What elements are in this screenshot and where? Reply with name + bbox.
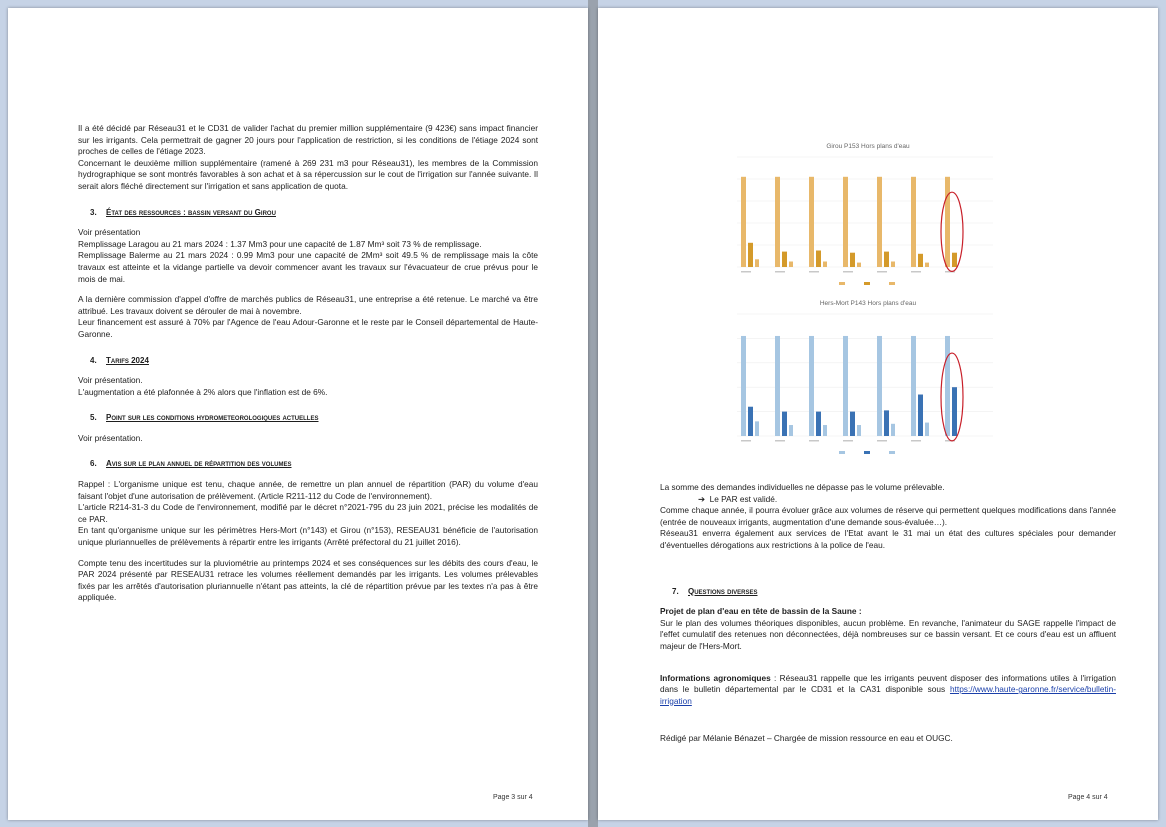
section-5-heading bbox=[78, 412, 538, 424]
section-number: 5. bbox=[90, 413, 97, 423]
section-title: Questions diverses bbox=[688, 586, 758, 596]
chart-legend bbox=[723, 450, 1013, 456]
paragraph: Remplissage Laragou au 21 mars 2024 : 1.37 Mm3 pour une capacité de 1.87 Mm³ soit 73 % de remplissage. bbox=[78, 238, 482, 249]
bar-volume-demande bbox=[748, 407, 753, 436]
bar-volume-other bbox=[755, 259, 759, 267]
bar-volume-prelevable bbox=[843, 177, 848, 267]
intro-paragraph-1: Il a été décidé par Réseau31 et le CD31 de valider l'achat du premier million supplémentaire (9 423€) sans impact financier sur les irrigants. Cela permettrait de gagner 20 jours pour l'application de restriction, si les conditions de l'étiage 2024 sont proches de celles de l'étiage 2023. bbox=[78, 123, 538, 157]
page-3-content bbox=[78, 123, 538, 613]
tick-label-placeholder bbox=[911, 271, 921, 273]
bar-volume-demande bbox=[850, 412, 855, 436]
section-number: 6. bbox=[90, 459, 97, 469]
section-number: 3. bbox=[90, 207, 97, 217]
bar-volume-other bbox=[823, 425, 827, 436]
tick-label-placeholder bbox=[843, 271, 853, 273]
bar-volume-demande bbox=[884, 410, 889, 436]
arrow-icon: ➔ bbox=[698, 493, 705, 504]
legend-item bbox=[864, 450, 872, 456]
bar-volume-demande bbox=[850, 253, 855, 267]
bar-volume-other bbox=[891, 424, 895, 436]
bar-volume-prelevable bbox=[775, 336, 780, 436]
girou-chart bbox=[723, 143, 1013, 293]
legend-item bbox=[889, 450, 897, 456]
section-number: 4. bbox=[90, 355, 97, 365]
section-number: 7. bbox=[672, 586, 679, 596]
section-title: Tarifs 2024 bbox=[106, 355, 149, 365]
page-footer: Page 4 sur 4 bbox=[1068, 794, 1108, 801]
bar-volume-demande bbox=[952, 253, 957, 267]
tick-label-placeholder bbox=[775, 440, 785, 442]
paragraph: A la dernière commission d'appel d'offre de marchés publics de Réseau31, une entreprise a été retenue. Le marché va être attribué. Les travaux doivent se dérouler de mai à novembre. bbox=[78, 294, 538, 316]
agro-text: : Réseau31 rappelle que les irrigants peuvent disposer des informations utiles à l'irrigation dans le bulletin départemental par le CD31 et la CA31 disponible sous bbox=[660, 672, 1116, 695]
tick-label-placeholder bbox=[877, 440, 887, 442]
bar-volume-prelevable bbox=[741, 336, 746, 436]
bar-volume-prelevable bbox=[911, 336, 916, 436]
bar-volume-demande bbox=[952, 387, 957, 436]
paragraph: Compte tenu des incertitudes sur la pluviométrie au printemps 2024 et ses conséquences sur les débits des cours d'eau, le PAR 2024 présenté par RESEAU31 retrace les volumes réellement demandés par les irrigants. Les volumes prélevables fixés par les arrêtés d'autorisation pluriannuelle n'étant pas atteints, la clé de répartition prévue par les textes n'a pas à être appliquée. bbox=[78, 557, 538, 603]
page-footer: Page 3 sur 4 bbox=[493, 794, 533, 801]
bar-volume-prelevable bbox=[775, 177, 780, 267]
legend-item bbox=[864, 281, 872, 287]
bar-volume-other bbox=[755, 421, 759, 436]
tick-label-placeholder bbox=[741, 440, 751, 442]
paragraph: Réseau31 enverra également aux services de l'Etat avant le 31 mai un état des cultures spéciales pour demander d'éventuelles dérogations aux restrictions à la police de l'eau. bbox=[660, 528, 1116, 550]
paragraph: Leur financement est assuré à 70% par l'Agence de l'eau Adour-Garonne et le reste par le Conseil départemental de Haute-Garonne. bbox=[78, 317, 538, 339]
bar-volume-prelevable bbox=[911, 177, 916, 267]
paragraph: Comme chaque année, il pourra évoluer grâce aux volumes de réserve qui permettent quelques modifications dans l'année (entrée de nouveaux irrigants, augmentation d'une demande sous-évaluée…). bbox=[660, 505, 1116, 527]
section-title: Avis sur le plan annuel de répartition des volumes bbox=[106, 459, 292, 469]
paragraph: Rappel : L'organisme unique est tenu, chaque année, de remettre un plan annuel de répartition (PAR) du volume d'eau faisant l'objet d'une autorisation de prélèvement. (Article R211-112 du Code de l'environnement). bbox=[78, 479, 538, 501]
tick-label-placeholder bbox=[911, 440, 921, 442]
paragraph: Voir présentation bbox=[78, 227, 141, 238]
section-4-heading bbox=[78, 355, 538, 367]
section-3-heading bbox=[78, 207, 538, 219]
bar-volume-demande bbox=[918, 254, 923, 267]
bar-volume-demande bbox=[782, 412, 787, 436]
bar-volume-prelevable bbox=[877, 336, 882, 436]
tick-label-placeholder bbox=[877, 271, 887, 273]
paragraph: Voir présentation. bbox=[78, 432, 143, 443]
legend-item bbox=[839, 281, 847, 287]
bar-volume-demande bbox=[918, 395, 923, 436]
document-page-4 bbox=[598, 8, 1158, 820]
bar-volume-prelevable bbox=[945, 336, 950, 436]
tick-label-placeholder bbox=[741, 271, 751, 273]
bar-volume-demande bbox=[748, 243, 753, 267]
bar-volume-other bbox=[789, 262, 793, 268]
page-4-content bbox=[660, 482, 1116, 754]
paragraph: En tant qu'organisme unique sur les périmètres Hers-Mort (n°143) et Girou (n°153), RESEAU31 bénéficie de l'autorisation unique pluriannuelles de prélèvements à répartir entre les irrigants (Arrêté préfectoral du 21 juillet 2016). bbox=[78, 525, 538, 548]
bars-group bbox=[737, 157, 993, 273]
bar-volume-prelevable bbox=[741, 177, 746, 267]
bar-volume-other bbox=[857, 425, 861, 436]
girou-chart-plot bbox=[723, 153, 1013, 281]
conclusion-text: Le PAR est validé. bbox=[709, 493, 778, 504]
bar-volume-prelevable bbox=[843, 336, 848, 436]
author-line: Rédigé par Mélanie Bénazet – Chargée de mission ressource en eau et OUGC. bbox=[660, 733, 953, 744]
chart-title: Hers-Mort P143 Hors plans d'eau bbox=[819, 300, 917, 307]
intro-paragraph-2: Concernant le deuxième million supplémentaire (ramené à 269 231 m3 pour Réseau31), les membres de la Commission hydrographique se sont montrés favorables à son achat et à sa répercussion sur le cout de l'irrigation sur l'année suivante. Il serait alors fléché directement sur l'irrigation et sans application de quota. bbox=[78, 157, 538, 191]
paragraph: Remplissage Balerme au 21 mars 2024 : 0.99 Mm3 pour une capacité de 2Mm³ soit 49.5 % de remplissage mais la côte travaux est atteinte et la vidange partielle va devoir commencer avant les travaux sur l'évacuateur de crue prévus pour le mois de mai. bbox=[78, 250, 538, 284]
bar-volume-prelevable bbox=[809, 336, 814, 436]
conclusion-line bbox=[698, 494, 1116, 506]
section-title: Point sur les conditions hydrometeorologiques actuelles bbox=[106, 413, 319, 423]
bar-volume-other bbox=[857, 263, 861, 267]
bar-volume-demande bbox=[884, 252, 889, 267]
document-page-3 bbox=[8, 8, 588, 820]
paragraph: Voir présentation. bbox=[78, 375, 143, 386]
legend-item bbox=[889, 281, 897, 287]
page-gap bbox=[588, 0, 598, 827]
project-text: Sur le plan des volumes théoriques disponibles, aucun problème. En revanche, l'animateur du SAGE rappelle l'impact de l'effet cumulatif des retenues non déconnectées, déjà nombreuses sur ce bassin versant. Et ce cours d'eau est un affluent majeur de l'Hers-Mort. bbox=[660, 617, 1116, 651]
section-6-heading bbox=[78, 458, 538, 470]
paragraph: L'augmentation a été plafonnée à 2% alors que l'inflation est de 6%. bbox=[78, 386, 328, 397]
paragraph: L'article R214-31-3 du Code de l'environnement, modifié par le décret n°2021-795 du 23 juin 2021, précise les modalités de ce PAR. bbox=[78, 502, 538, 524]
tick-label-placeholder bbox=[775, 271, 785, 273]
bar-volume-prelevable bbox=[877, 177, 882, 267]
agro-paragraph bbox=[660, 673, 1116, 708]
tick-label-placeholder bbox=[809, 440, 819, 442]
bar-volume-prelevable bbox=[945, 177, 950, 267]
bars-group bbox=[737, 314, 993, 442]
bar-volume-demande bbox=[816, 412, 821, 436]
hers-mort-chart bbox=[723, 300, 1013, 462]
bar-volume-other bbox=[891, 262, 895, 268]
bar-volume-other bbox=[823, 262, 827, 268]
bar-volume-other bbox=[789, 425, 793, 436]
bar-volume-demande bbox=[782, 252, 787, 267]
agro-title: Informations agronomiques bbox=[660, 672, 771, 683]
chart-title: Girou P153 Hors plans d'eau bbox=[826, 143, 910, 150]
bar-volume-other bbox=[925, 423, 929, 436]
section-7-heading bbox=[660, 586, 1116, 598]
bulletin-link[interactable]: https://www.haute-garonne.fr/service/bulletin-irrigation bbox=[660, 684, 1116, 706]
bar-volume-other bbox=[925, 263, 929, 267]
tick-label-placeholder bbox=[809, 271, 819, 273]
chart-legend bbox=[723, 281, 1013, 287]
tick-label-placeholder bbox=[843, 440, 853, 442]
bar-volume-prelevable bbox=[809, 177, 814, 267]
bar-volume-demande bbox=[816, 251, 821, 268]
paragraph: La somme des demandes individuelles ne dépasse pas le volume prélevable. bbox=[660, 482, 945, 492]
hers-mort-chart-plot bbox=[723, 310, 1013, 450]
section-title: État des ressources : bassin versant du Girou bbox=[106, 207, 276, 217]
legend-item bbox=[839, 450, 847, 456]
project-title: Projet de plan d'eau en tête de bassin de la Saune : bbox=[660, 606, 862, 617]
